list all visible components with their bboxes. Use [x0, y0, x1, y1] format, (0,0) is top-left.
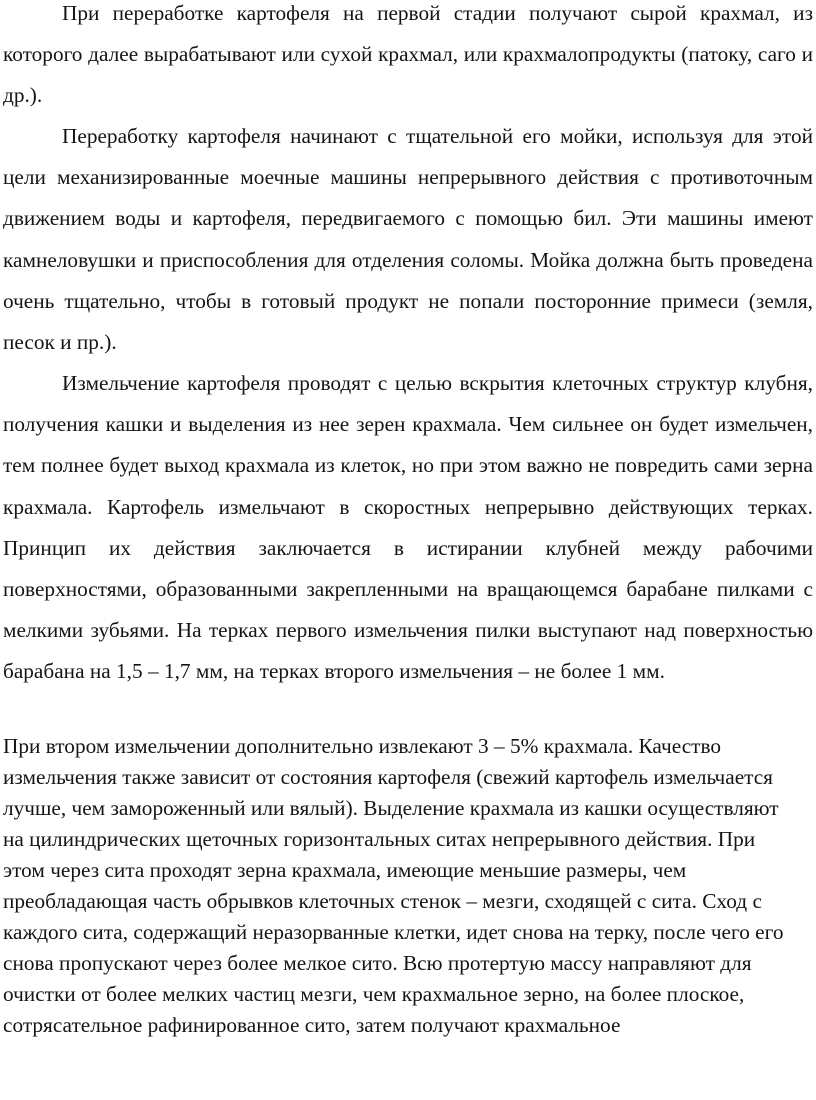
paragraph-potato-processing-intro: При переработке картофеля на первой стадии получают сырой крахмал, из которого далее вырабатывают или сухой крахмал, или крахмалопродукты (патоку, саго и др.).: [3, 1, 813, 108]
paragraph-grinding: Измельчение картофеля проводят с целью вскрытия клеточных структур клубня, получения кашки и выделения из нее зерен крахмала. Чем сильнее он будет измельчен, тем полнее будет выход крахмала из клеток, но при этом важно не повредить сами зерна крахмала. Картофель измельчают в скоростных непрерывно действующих терках. Принцип их действия заключается в истирании клубней между рабочими поверхностями, образованными закрепленными на вращающемся барабане пилками с мелкими зубьями. На терках первого измельчения пилки выступают над поверхностью барабана на 1,5 – 1,7 мм, на терках второго измельчения – не более 1 мм.: [3, 371, 813, 684]
paragraph-starch-separation: При втором измельчении дополнительно извлекают 3 – 5% крахмала. Качество измельчения также зависит от состояния картофеля (свежий картофель измельчается лучше, чем замороженный или вялый). Выделение крахмала из кашки осуществляют на цилиндрических щеточных горизонтальных ситах непрерывного действия. При этом через сита проходят зерна крахмала, имеющие меньшие размеры, чем преобладающая часть обрывков клеточных стенок – мезги, сходящей с сита. Сход с каждого сита, содержащий неразорванные клетки, идет снова на терку, после чего его снова пропускают через более мелкое сито. Всю протертую массу направляют для очистки от более мелких частиц мезги, чем крахмальное зерно, на более плоское, сотрясательное рафинированное сито, затем получают крахмальное: [3, 734, 784, 1037]
paragraph-washing: Переработку картофеля начинают с тщательной его мойки, используя для этой цели механизированные моечные машины непрерывного действия с противоточным движением воды и картофеля, передвигаемого с помощью бил. Эти машины имеют камнеловушки и приспособления для отделения соломы. Мойка должна быть проведена очень тщательно, чтобы в готовый продукт не попали посторонние примеси (земля, песок и пр.).: [3, 124, 813, 355]
